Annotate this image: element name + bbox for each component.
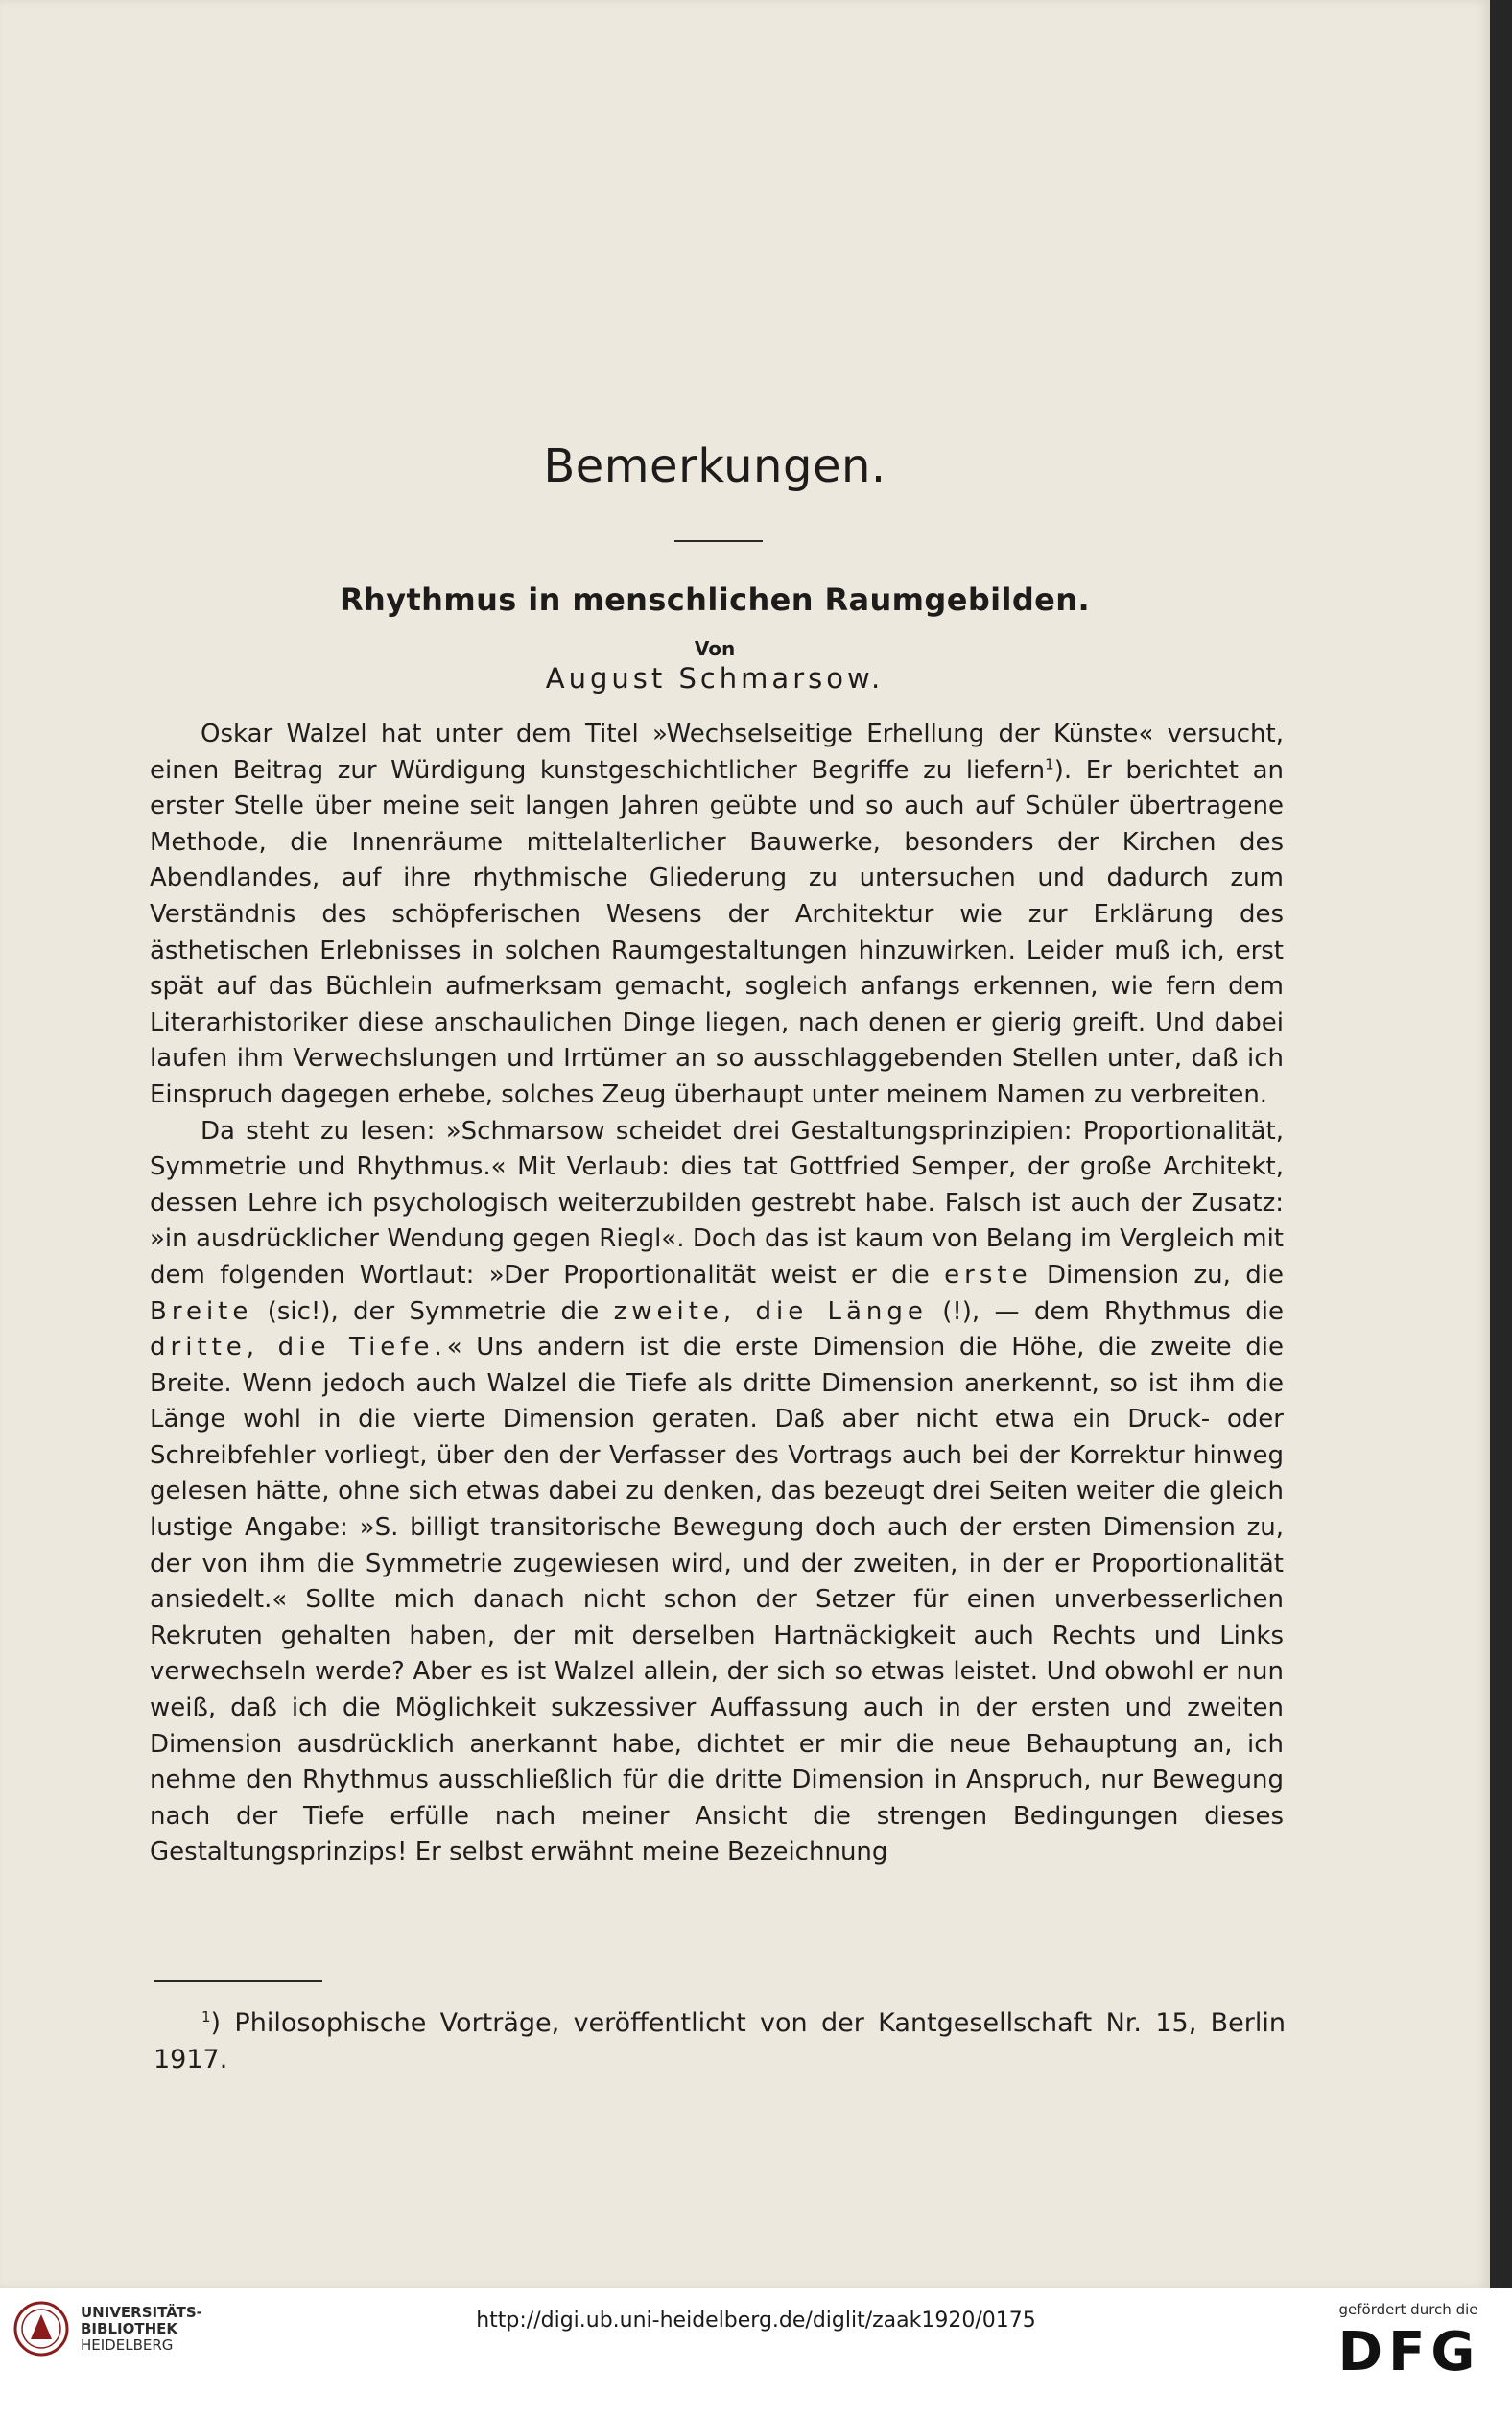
- footnote-marker: 1: [201, 2008, 211, 2026]
- scan-edge: [1490, 0, 1512, 2288]
- permalink-url[interactable]: http://digi.ub.uni-heidelberg.de/diglit/zaak1920/0175: [476, 2309, 1036, 2333]
- paragraph-2-text-a: Da steht zu lesen: »Schmarsow scheidet drei Gestaltungsprinzipien: Proportionalität, Symmetrie und Rhythmus.« Mit Verlaub: dies tat Gottfried Semper, der große Architekt, dessen Lehre ich psychologisch weiterzubilden gestrebt habe. Falsch ist auch der Zusatz: »in ausdrücklicher Wendung gegen Riegl«. Doch das ist kaum von Belang im Vergleich mit dem folgenden Wortlaut: »Der Proportionalität weist er die: [150, 1116, 1284, 1290]
- uni-line-2: BIBLIOTHEK: [81, 2320, 177, 2337]
- article-title: Rhythmus in menschlichen Raumgebilden.: [339, 581, 1091, 618]
- footnote-body: ) Philosophische Vorträge, veröffentlicht von der Kantgesellschaft Nr. 15, Berlin 1917.: [154, 2008, 1286, 2074]
- article-body: [150, 717, 1284, 1871]
- paragraph-2-text-c: (sic!), der Symmetrie die: [252, 1296, 614, 1326]
- paragraph-1-text-b: ). Er berichtet an erster Stelle über meine seit langen Jahren geübte und so auch auf Schüler übertragene Methode, die Innenräume mittelalterlicher Bauwerke, besonders der Kirchen des Abendlandes, auf ihre rhythmische Gliederung zu untersuchen und dadurch zum Verständnis des schöpferischen Wesens der Architektur wie zur Erklärung des ästhetischen Erlebnisses in solchen Raumgestaltungen hinzuwirken. Leider muß ich, erst spät auf das Büchlein aufmerksam gemacht, sogleich anfangs erkennen, wie fern dem Literarhistoriker diese anschaulichen Dinge liegen, nach denen er gierig greift. Und dabei laufen ihm Verwechslungen und Irrtümer an so ausschlaggebenden Stellen unter, daß ich Einspruch dagegen erhebe, solches Zeug überhaupt unter meinem Namen zu verbreiten.: [150, 755, 1284, 1109]
- footnote-reference: 1: [1045, 754, 1054, 772]
- footnote: [154, 2005, 1286, 2078]
- paragraph-2-text-b: Dimension zu, die: [1031, 1260, 1284, 1290]
- spaced-word-erste: erste: [944, 1260, 1032, 1290]
- paragraph-2-text-e: « Uns andern ist die erste Dimension die Höhe, die zweite die Breite. Wenn jedoch auch Walzel die Tiefe als dritte Dimension anerkennt, so ist ihm die Länge wohl in die vierte Dimension geraten. Daß aber nicht etwa ein Druck- oder Schreibfehler vorliegt, über den der Verfasser des Vortrags auch bei der Korrektur hinweg gelesen hätte, ohne sich etwas dabei zu denken, das bezeugt drei Seiten weiter die gleich lustige Angabe: »S. billigt transitorische Bewegung doch auch der ersten Dimension zu, der von ihm die Symmetrie zugewiesen wird, und der zweiten, in der er Proportionalität ansiedelt.« Sollte mich danach nicht schon der Setzer für einen unverbesserlichen Rekruten gehalten haben, der mit derselben Hartnäckigkeit auch Rechts und Links verwechseln werde? Aber es ist Walzel allein, der sich so etwas leistet. Und obwohl er nun weiß, daß ich die Möglichkeit sukzessiver Auffassung auch in der ersten und zweiten Dimension ausdrücklich anerkannt habe, dichtet er mir die neue Behauptung an, ich nehme den Rhythmus ausschließlich für die dritte Dimension in Anspruch, nur Bewegung nach der Tiefe erfülle nach meiner Ansicht die strengen Bedingungen dieses Gestaltungsprinzips! Er selbst erwähnt meine Bezeichnung: [150, 1333, 1284, 1867]
- spaced-word-breite: Breite: [150, 1296, 253, 1326]
- paragraph-1-text-a: Oskar Walzel hat unter dem Titel »Wechselseitige Erhellung der Künste« versucht, einen Beitrag zur Würdigung kunstgeschichtlicher Begriffe zu liefern: [150, 720, 1284, 785]
- byline-author: August Schmarsow.: [545, 662, 885, 695]
- byline-von: Von: [694, 637, 736, 660]
- heading-divider: [674, 540, 763, 542]
- paragraph-2-text-d: (!), — dem Rhythmus die: [927, 1296, 1284, 1326]
- spaced-word-dritte-tiefe: dritte, die Tiefe.: [150, 1333, 447, 1363]
- uni-line-3: HEIDELBERG: [81, 2336, 174, 2354]
- paragraph-1: [150, 717, 1284, 1114]
- spaced-word-zweite-laenge: zweite, die Länge: [613, 1296, 928, 1326]
- footnote-divider: [154, 1980, 322, 1982]
- section-heading: Bemerkungen.: [543, 439, 886, 493]
- dfg-caption: gefördert durch die: [1338, 2301, 1478, 2318]
- uni-line-1: UNIVERSITÄTS-: [81, 2304, 202, 2321]
- footnote-text: [154, 2005, 1286, 2078]
- dfg-logo: DFG: [1337, 2321, 1481, 2383]
- paragraph-2: [150, 1114, 1284, 1871]
